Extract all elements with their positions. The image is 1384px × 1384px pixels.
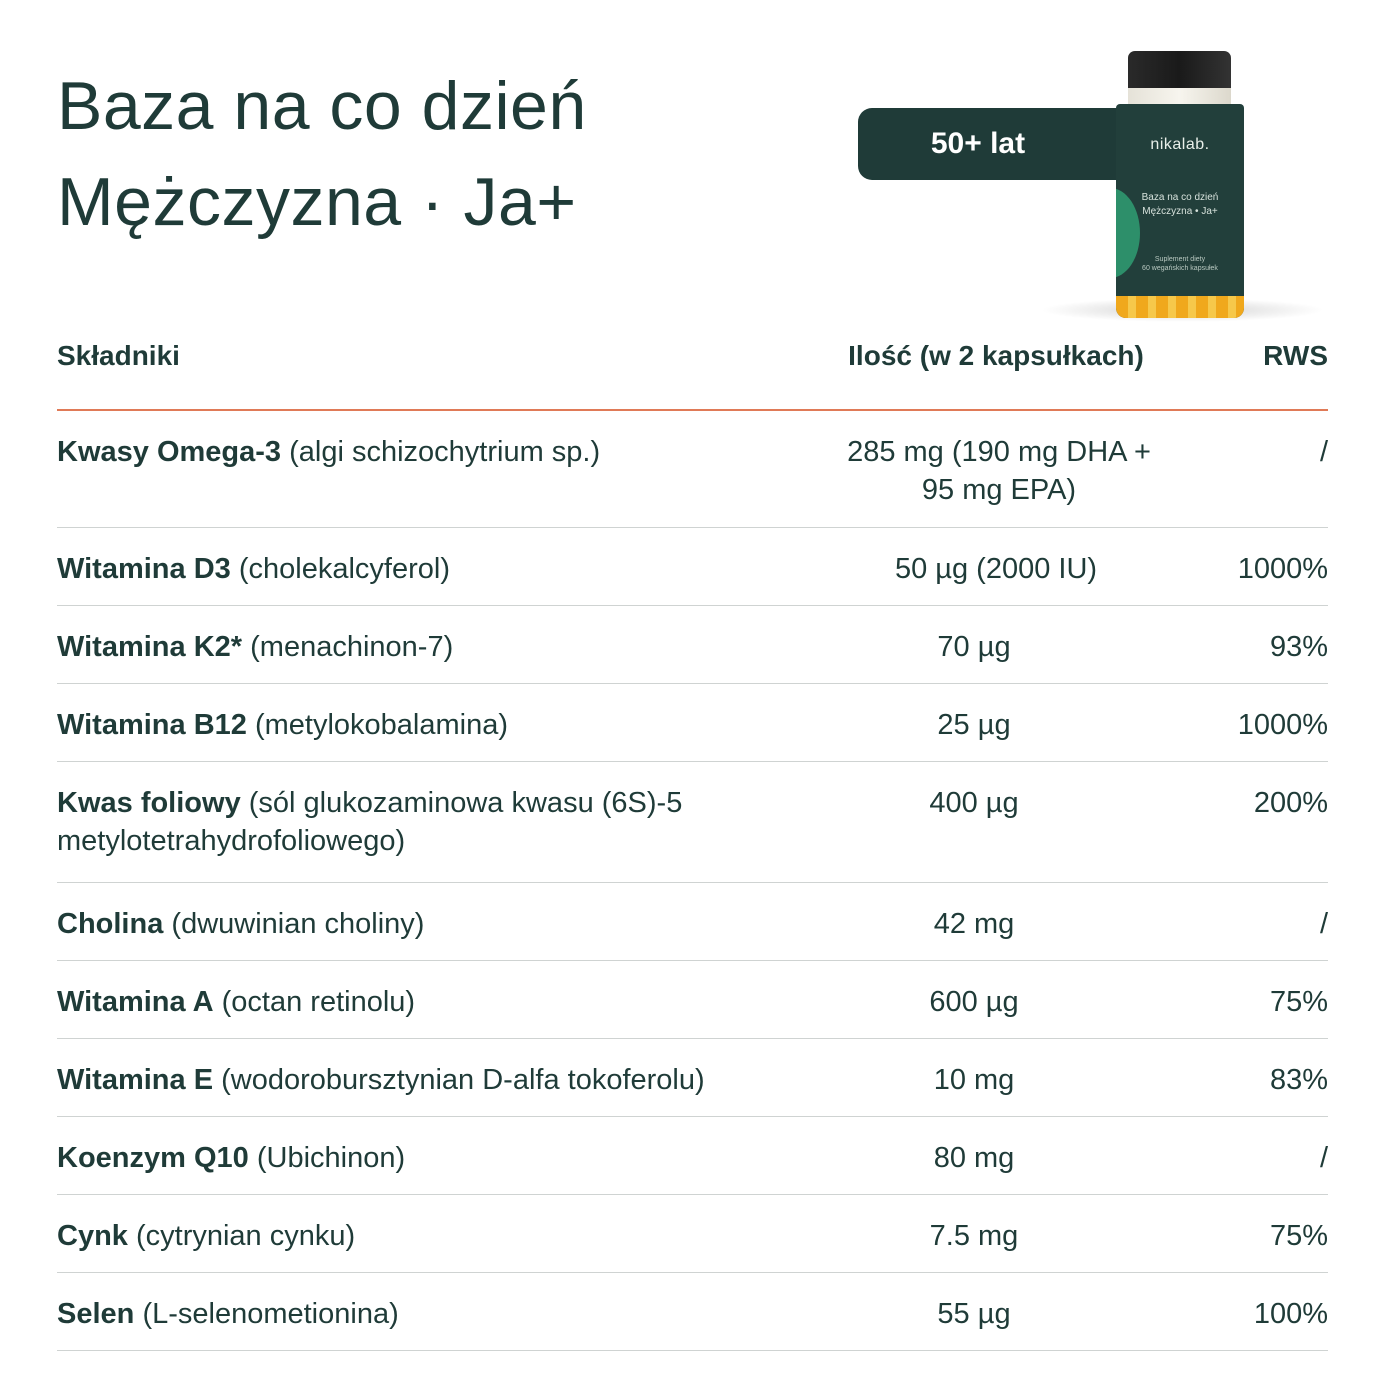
amount-cell: 55 µg xyxy=(937,1298,1011,1330)
table-row xyxy=(57,1273,1328,1351)
title-line-1: Baza na co dzień xyxy=(57,68,587,144)
amount-cell: 400 µg xyxy=(929,787,1019,819)
ingredient-desc: (menachinon-7) xyxy=(250,631,454,663)
table-row xyxy=(57,1195,1328,1273)
ingredient-desc: (metylokobalamina) xyxy=(254,709,509,741)
bottle-label xyxy=(1116,104,1244,318)
ingredient-desc: (dwuwinian choliny) xyxy=(171,908,425,940)
rws-cell: 83% xyxy=(1269,1064,1328,1096)
table-row xyxy=(57,1117,1328,1195)
ingredient-cell xyxy=(57,784,757,860)
table-row xyxy=(57,684,1328,762)
ingredient-desc: (algi schizochytrium sp.) xyxy=(289,436,601,468)
ingredient-desc: (cytrynian cynku) xyxy=(135,1220,356,1252)
table-row xyxy=(57,961,1328,1039)
table-row xyxy=(57,762,1328,883)
table-row xyxy=(57,883,1328,961)
ingredient-name: Witamina E xyxy=(57,1064,214,1096)
ingredient-name: Selen xyxy=(57,1298,135,1330)
header-ingredients: Składniki xyxy=(57,340,180,371)
ingredient-desc: (sól glukozaminowa kwasu (6S)-5 metylotetrahydrofoliowego) xyxy=(57,787,683,857)
rws-cell: 75% xyxy=(1269,986,1328,1018)
table-header xyxy=(57,340,1328,380)
capsules-visual xyxy=(1116,296,1244,318)
amount-cell: 10 mg xyxy=(933,1064,1015,1096)
amount-cell: 600 µg xyxy=(929,986,1019,1018)
table-row xyxy=(57,606,1328,684)
amount-cell: 80 mg xyxy=(933,1142,1015,1174)
ingredient-name: Witamina A xyxy=(57,986,214,1018)
ingredient-cell xyxy=(57,983,797,1021)
ingredient-desc: (cholekalcyferol) xyxy=(238,553,450,585)
ingredient-cell xyxy=(57,1217,797,1255)
ingredient-name: Witamina B12 xyxy=(57,709,247,741)
title-line-2: Mężczyzna · Ja+ xyxy=(57,164,577,240)
amount-cell: 50 µg (2000 IU) xyxy=(894,553,1098,585)
bottle-small-line-2: 60 wegańskich kapsułek xyxy=(1142,265,1218,272)
ingredient-name: Kwas foliowy xyxy=(57,787,241,819)
bottle-label-line-1: Baza na co dzień xyxy=(1141,192,1219,203)
ingredient-name: Cholina xyxy=(57,908,164,940)
ingredient-desc: (L-selenometionina) xyxy=(142,1298,399,1330)
ingredient-cell xyxy=(57,1061,797,1099)
ingredient-cell xyxy=(57,905,797,943)
amount-cell: 42 mg xyxy=(933,908,1015,940)
rws-cell: 1000% xyxy=(1237,553,1328,585)
rws-cell: / xyxy=(1319,436,1328,468)
ingredient-desc: (octan retinolu) xyxy=(221,986,416,1018)
ingredient-cell xyxy=(57,1139,797,1177)
table-row xyxy=(57,1039,1328,1117)
rws-cell: / xyxy=(1319,908,1328,940)
bottle-cap xyxy=(1128,51,1231,91)
ingredient-cell xyxy=(57,433,797,471)
amount-cell: 25 µg xyxy=(937,709,1011,741)
ingredient-cell xyxy=(57,1295,797,1333)
bottle-brand: nikalab. xyxy=(1150,136,1210,153)
rws-cell: / xyxy=(1319,1142,1328,1174)
ingredient-desc: (wodorobursztynian D-alfa tokoferolu) xyxy=(221,1064,705,1096)
ingredients-table xyxy=(57,411,1328,1351)
ingredient-name: Koenzym Q10 xyxy=(57,1142,249,1174)
amount-cell: 70 µg xyxy=(937,631,1011,663)
ingredient-desc: (Ubichinon) xyxy=(256,1142,406,1174)
product-bottle-image xyxy=(1040,48,1330,323)
amount-cell: 285 mg (190 mg DHA + 95 mg EPA) xyxy=(847,436,1151,506)
bottle-small-line-1: Suplement diety xyxy=(1154,256,1206,263)
header-amount: Ilość (w 2 kapsułkach) xyxy=(848,340,1144,371)
ingredient-name: Witamina K2* xyxy=(57,631,243,663)
rws-cell: 100% xyxy=(1253,1298,1328,1330)
rws-cell: 1000% xyxy=(1237,709,1328,741)
rws-cell: 200% xyxy=(1253,787,1328,819)
bottle-label-line-2: Mężczyzna • Ja+ xyxy=(1142,206,1218,217)
header-rws: RWS xyxy=(1263,340,1328,371)
table-row xyxy=(57,528,1328,606)
ingredient-cell xyxy=(57,628,797,666)
ingredient-name: Kwasy Omega-3 xyxy=(57,436,282,468)
table-row xyxy=(57,411,1328,528)
ingredient-cell xyxy=(57,706,797,744)
ingredient-name: Cynk xyxy=(57,1220,128,1252)
ingredient-name: Witamina D3 xyxy=(57,553,231,585)
age-badge-label: 50+ lat xyxy=(930,127,1026,160)
rws-cell: 93% xyxy=(1269,631,1328,663)
ingredient-cell xyxy=(57,550,797,588)
amount-cell: 7.5 mg xyxy=(929,1220,1019,1252)
page-title xyxy=(57,58,587,250)
rws-cell: 75% xyxy=(1269,1220,1328,1252)
